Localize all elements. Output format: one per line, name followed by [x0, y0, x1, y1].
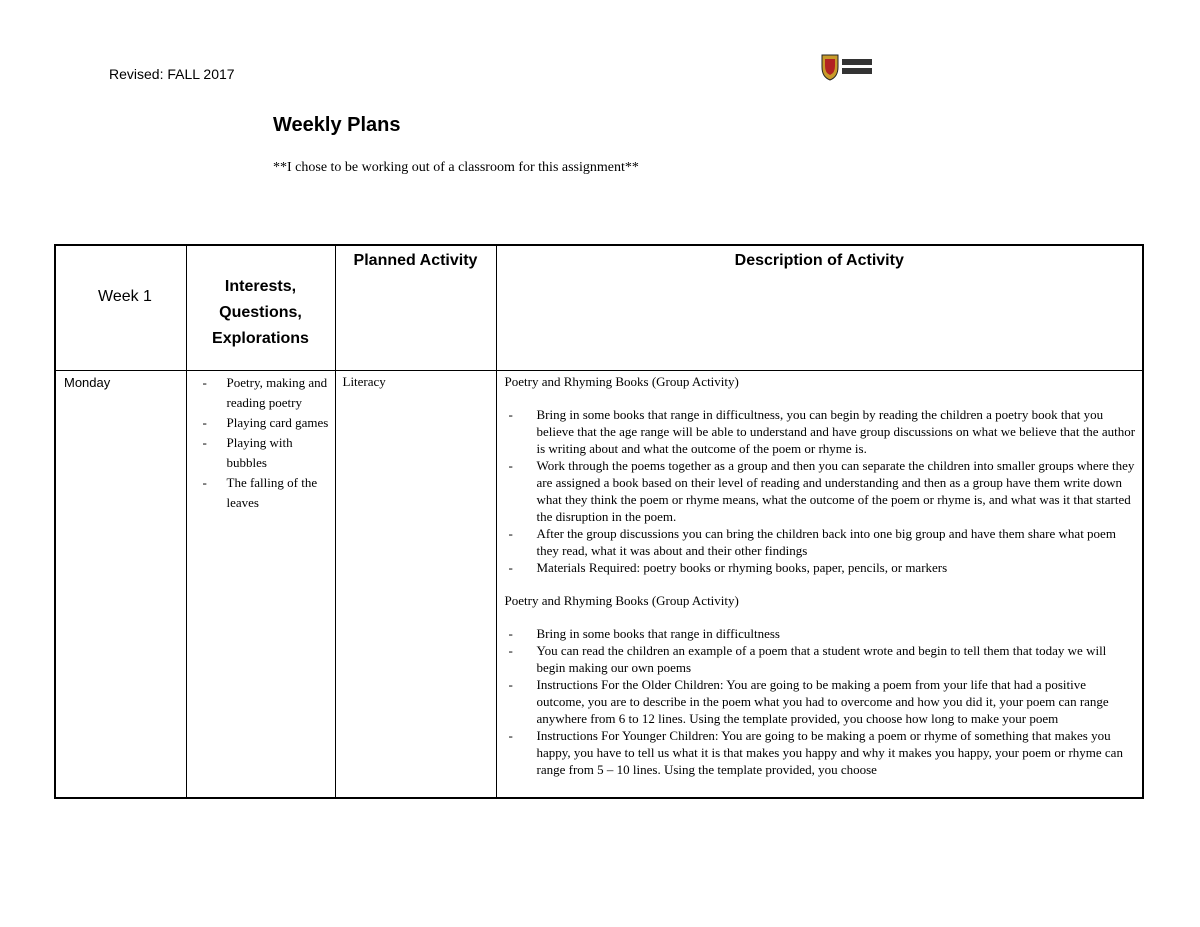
section2-list	[505, 625, 1137, 778]
description-header-text: Description of Activity	[734, 252, 904, 269]
list-item: - Instructions For Younger Children: You are going to be making a poem or rhyme of something that makes you happy, you have to tell us what it is that makes you happy and why it makes you happy, your poem or rhyme can range from 5 – 10 lines. Using the template provided, you choose	[505, 727, 1137, 778]
weekly-plan-table	[54, 244, 1144, 799]
table-row-monday	[55, 370, 1143, 798]
description-header	[496, 245, 1143, 370]
list-item: - After the group discussions you can bring the children back into one big group and have them share what poem they read, what it was about and their other findings	[505, 525, 1137, 559]
revised-label: Revised: FALL 2017	[109, 66, 235, 82]
week-label-cell	[55, 245, 186, 370]
section1-list	[505, 406, 1137, 576]
assignment-note: **I chose to be working out of a classroom for this assignment**	[273, 160, 639, 175]
planned-header-text: Planned Activity	[353, 252, 478, 269]
planned-activity-header	[335, 245, 496, 370]
section-title: Poetry and Rhyming Books (Group Activity)	[504, 592, 739, 608]
interests-header	[186, 245, 335, 370]
interests-header-text: Interests, Questions, Explorations	[212, 278, 309, 347]
list-item: - Poetry, making and reading poetry	[199, 373, 329, 413]
day-cell: Monday	[55, 370, 186, 798]
list-item: - Work through the poems together as a group and then you can separate the children into smaller groups where they are assigned a book based on their level of reading and understanding and then as a group have them write down what they think the poem or rhyme means, what the outcome of the poem or rhyme is, and what was it that started the disruption in the poem.	[505, 457, 1137, 525]
list-item: - Bring in some books that range in difficultness	[505, 625, 1137, 642]
list-item: - Playing card games	[199, 413, 329, 433]
description-cell	[496, 370, 1143, 798]
list-item: - Bring in some books that range in difficultness, you can begin by reading the children a poetry book that you believe that the age range will be able to understand and have group discussions on what we believe that the author is writing about and what the outcome of the poem or rhyme is.	[505, 406, 1137, 457]
interests-list	[199, 373, 329, 513]
week-label: Week 1	[98, 288, 152, 305]
page-title: Weekly Plans	[273, 114, 401, 136]
table-header-row	[55, 245, 1143, 370]
list-item: - Playing with bubbles	[199, 433, 329, 473]
list-item: - The falling of the leaves	[199, 473, 329, 513]
section-title: Poetry and Rhyming Books (Group Activity)	[504, 373, 739, 389]
interests-cell	[186, 370, 335, 798]
list-item: - You can read the children an example of a poem that a student wrote and begin to tell them that today we will begin making our own poems	[505, 642, 1137, 676]
college-logo	[820, 53, 876, 81]
list-item: - Materials Required: poetry books or rhyming books, paper, pencils, or markers	[505, 559, 1137, 576]
list-item: - Instructions For the Older Children: You are going to be making a poem from your life that had a positive outcome, you are to describe in the poem what you had to overcome and how you did it, your poem can range anywhere from 6 to 12 lines. Using the template provided, you choose how long to make your poem	[505, 676, 1137, 727]
planned-cell: Literacy	[335, 370, 496, 798]
